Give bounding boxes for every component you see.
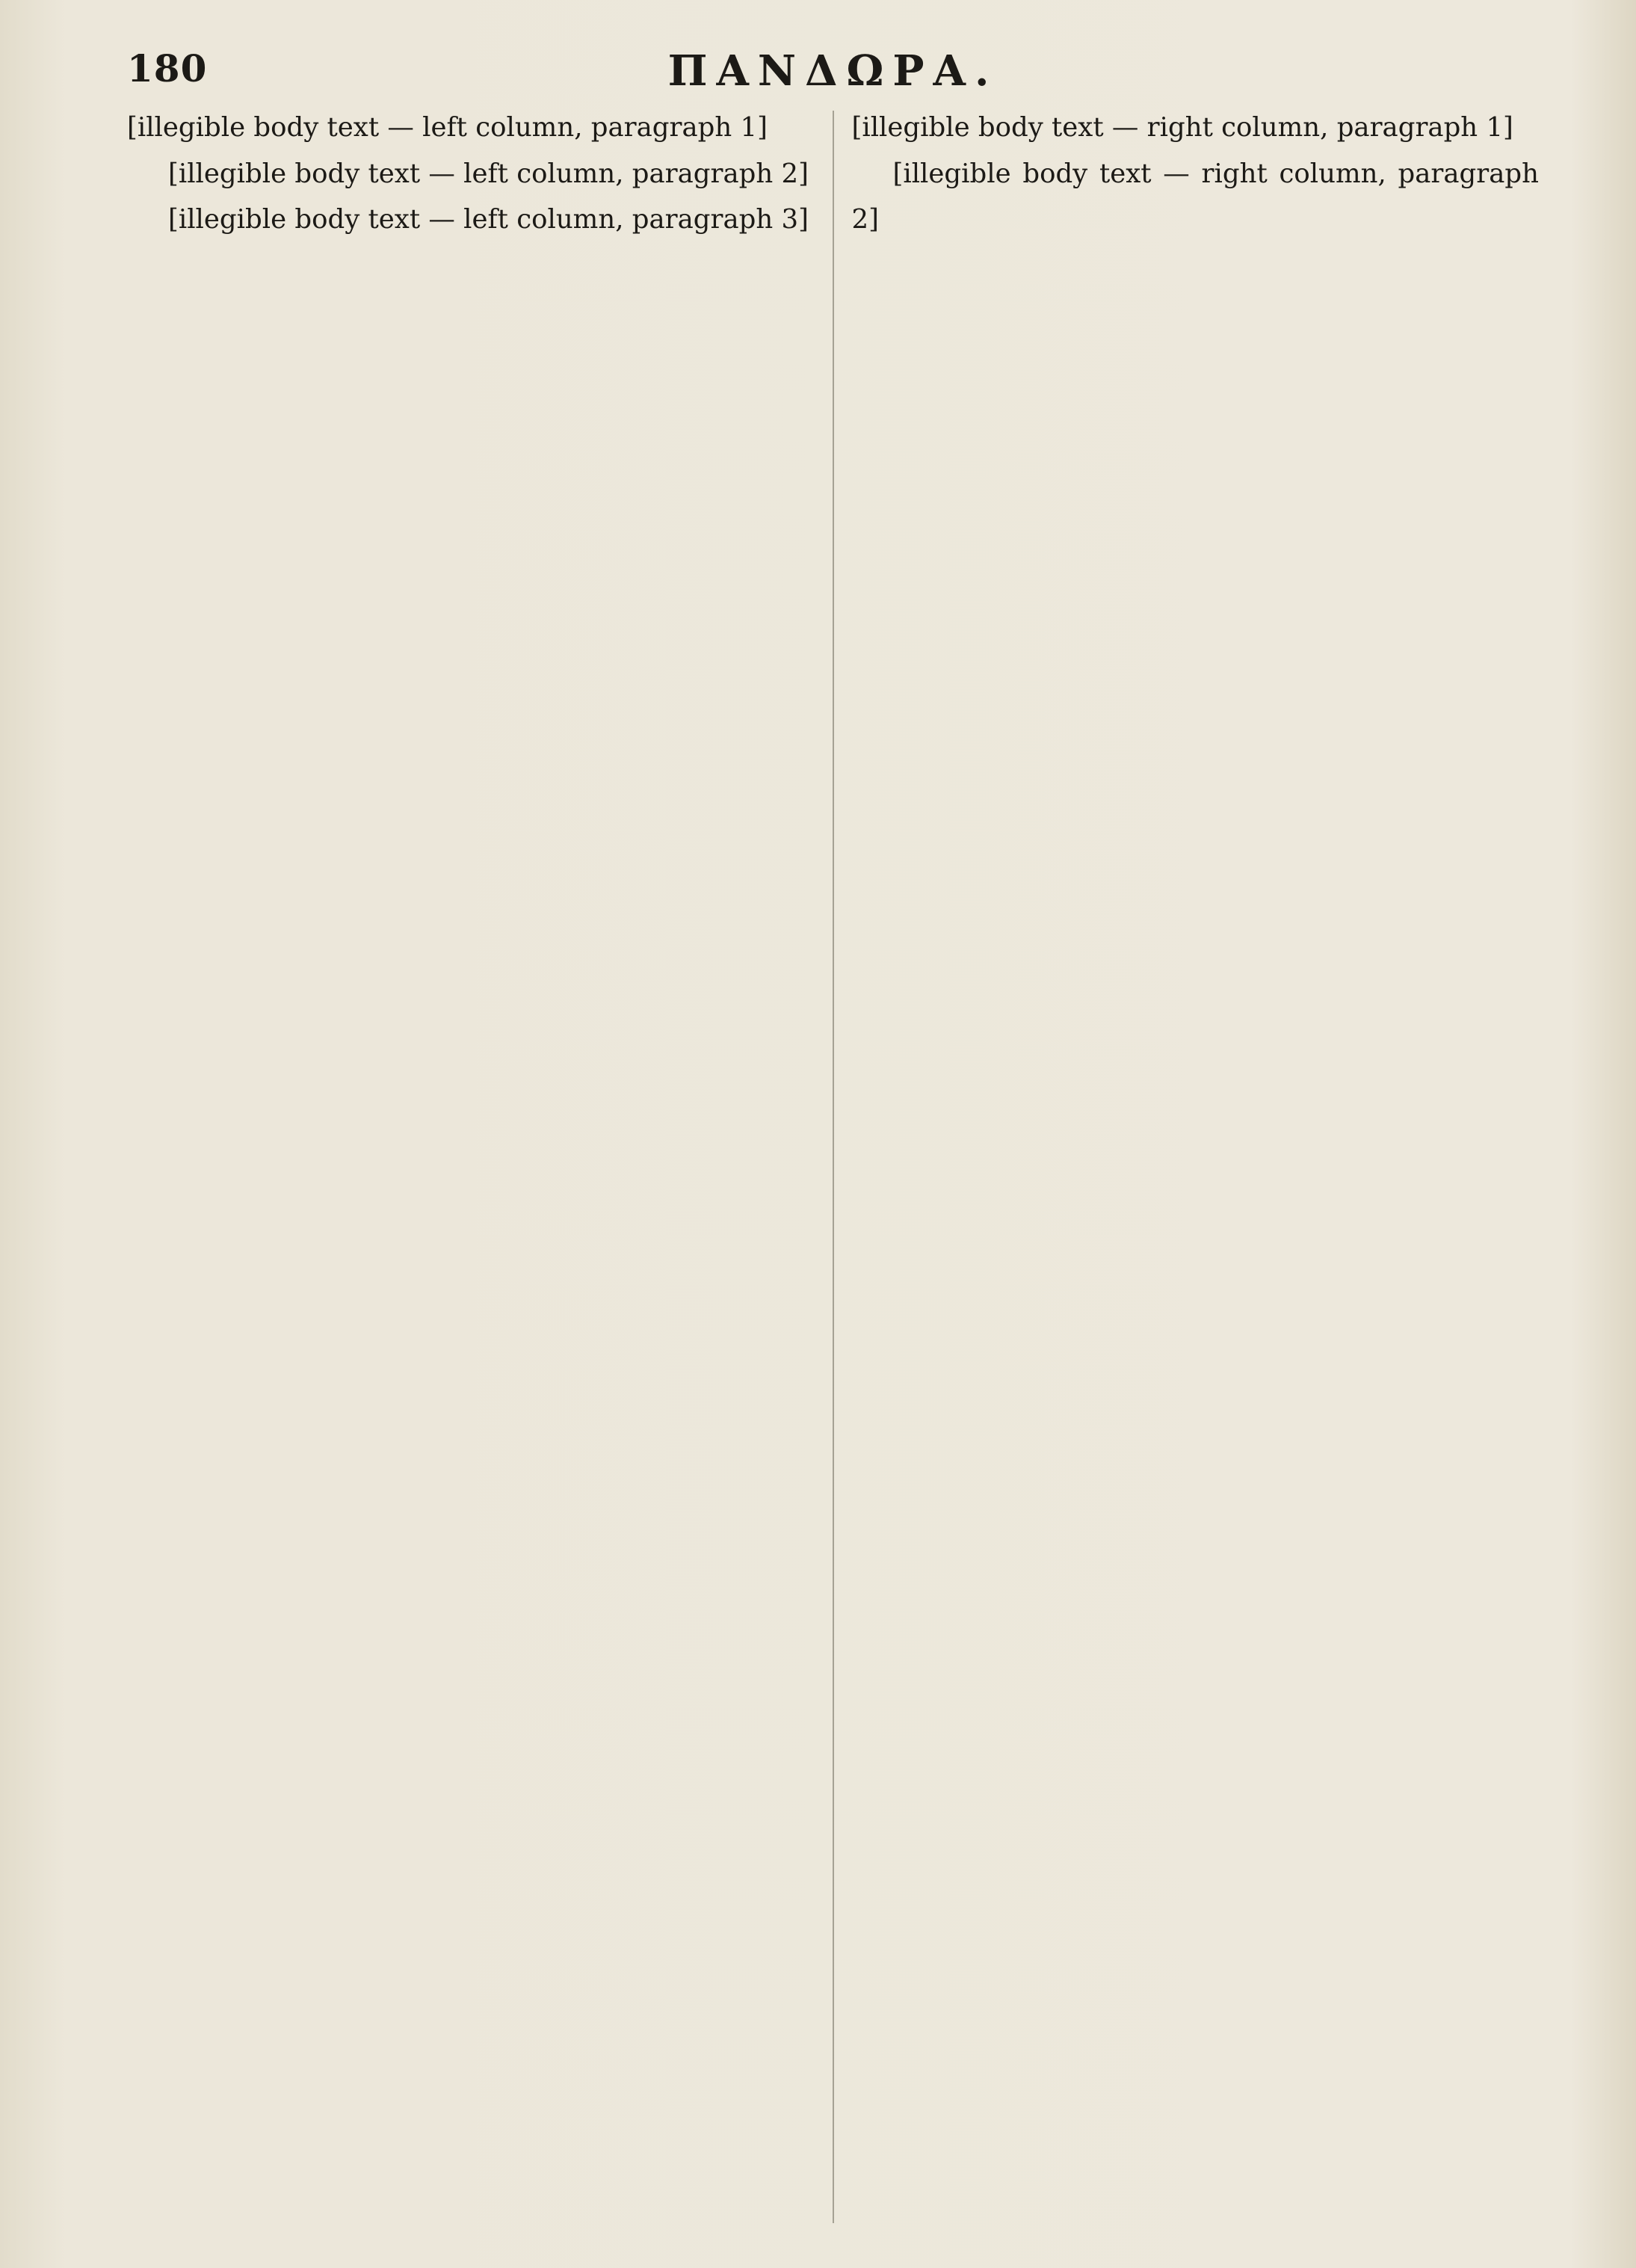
paragraph: [illegible body text — left column, paragraph 3] bbox=[168, 204, 809, 235]
paragraph: [illegible body text — right column, paragraph 2] bbox=[851, 158, 1539, 235]
page-header bbox=[127, 46, 1539, 99]
column-divider bbox=[833, 111, 834, 2223]
text-columns bbox=[127, 105, 1539, 2223]
right-column bbox=[834, 105, 1540, 2223]
page-number: 180 bbox=[127, 46, 208, 90]
paragraph: [illegible body text — left column, paragraph 1] bbox=[127, 112, 768, 143]
left-column bbox=[127, 105, 833, 2223]
paragraph: [illegible body text — right column, paragraph 1] bbox=[851, 112, 1513, 143]
paragraph: [illegible body text — left column, paragraph 2] bbox=[168, 158, 809, 189]
running-head: ΠΑΝΔΩΡΑ. bbox=[667, 46, 998, 96]
